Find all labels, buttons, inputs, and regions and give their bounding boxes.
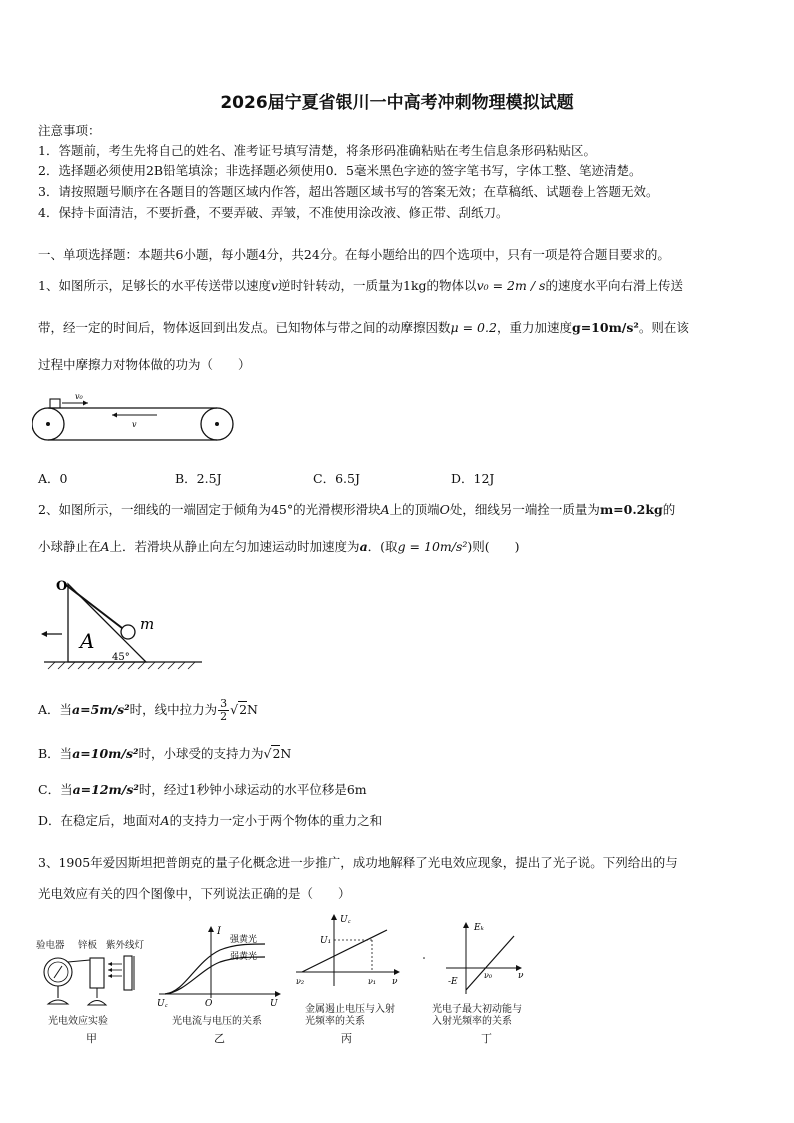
q1-option-b: B．2.5J	[175, 471, 222, 486]
nu-axis-label: ν	[518, 971, 524, 981]
ding-caption-line-1: 光电子最大初动能与	[432, 1004, 522, 1015]
q1-option-c: C．6.5J	[313, 471, 360, 486]
unit: N	[247, 702, 258, 717]
q2-text: )则( )	[467, 539, 520, 554]
q1-v-symbol: v	[270, 278, 279, 293]
wedge-figure	[36, 574, 208, 679]
q2-text: 2、如图所示，一细线的一端固定于倾角为45°的光滑楔形滑块	[38, 502, 381, 517]
q2-A-symbol: A	[380, 502, 390, 517]
q2-text: 上的顶端	[389, 502, 440, 517]
q2-A-symbol: A	[100, 539, 110, 554]
wedge-A-label: A	[80, 629, 95, 653]
q2-option-c-accel: a=12m/s²	[72, 782, 139, 797]
nu-axis-label: ν	[392, 977, 398, 987]
notice-item-4: 4．保持卡面清洁，不要折叠，不要弄破、弄皱，不准使用涂改液、修正带、刮纸刀。	[38, 205, 509, 220]
q1-option-a: A．0	[38, 471, 68, 486]
neg-e-label: -E	[448, 977, 458, 987]
q1-v0-equation: v₀ = 2m / s	[476, 278, 546, 293]
q2-option-d-text: 的支持力一定小于两个物体的重力之和	[169, 813, 383, 828]
acceleration-arrowhead	[41, 631, 47, 637]
q1-text: 的速度水平向右滑上传送	[545, 278, 683, 293]
bing-caption-line-2: 光频率的关系	[305, 1016, 365, 1027]
weak-light-curve	[165, 957, 265, 994]
jia-caption: 光电效应实验	[48, 1016, 108, 1027]
q2-option-d-text: D．在稳定后，地面对	[38, 813, 161, 828]
q2-option-d-A: A	[160, 813, 170, 828]
q2-option-b: B．当a=10m/s²时，小球受的支持力为√2N	[38, 746, 292, 761]
point-O-label: O	[56, 579, 68, 594]
yi-figure-name: 乙	[214, 1032, 225, 1045]
ball	[121, 625, 135, 639]
jia-figure-name: 甲	[86, 1032, 97, 1045]
notice-item-3: 3．请按照题号顺序在各题目的答题区域内作答，超出答题区域书写的答案无效；在草稿纸、试题卷上答题无效。	[38, 184, 659, 199]
nu0-label: ν₀	[484, 971, 493, 980]
block-object	[50, 399, 60, 408]
q3-line-2: 光电效应有关的四个图像中，下列说法正确的是（ ）	[38, 886, 351, 901]
sqrt-radicand: 2	[272, 746, 281, 761]
ek-line	[466, 936, 514, 990]
q2-option-c	[38, 780, 367, 798]
yi-caption: 光电流与电压的关系	[172, 1016, 262, 1027]
mass-m-label: m	[140, 615, 155, 633]
q2-a-symbol: a	[359, 539, 368, 554]
origin-label: O	[205, 999, 213, 1009]
q2-text: 上．若滑块从静止向左匀加速运动时加速度为	[109, 539, 360, 554]
q2-option-a-text: 时，线中拉力为	[129, 702, 218, 717]
uc-axis-label: U꜀	[340, 915, 351, 925]
q2-option-c-text: C．当	[38, 782, 73, 797]
q1-text: 逆时针转动，一质量为1kg的物体以	[278, 278, 477, 293]
i-axis-label: I	[217, 926, 221, 937]
v0-label: v₀	[75, 392, 83, 401]
q2-line-2	[38, 537, 520, 555]
photoelectric-experiment-figure	[38, 950, 148, 1010]
belt-velocity-arrowhead	[112, 413, 117, 418]
weak-light-label: 弱黄光	[230, 952, 258, 962]
q2-text: 处，细线另一端拴一质量为	[449, 502, 600, 517]
nu2-label: ν₂	[296, 977, 305, 986]
q1-line-2	[38, 318, 689, 336]
nu1-label: ν₁	[368, 977, 377, 986]
q2-option-b-text: 时，小球受的支持力为	[138, 746, 264, 761]
electroscope-base	[48, 1000, 68, 1004]
angle-label: 45°	[112, 652, 130, 663]
q1-text: 1、如图所示，足够长的水平传送带以速度	[38, 278, 271, 293]
notice-item-2: 2．选择题必须使用2B铅笔填涂；非选择题必须使用0．5毫米黑色字迹的签字笔书写，字体工整、笔迹清楚。	[38, 163, 642, 178]
string	[66, 585, 122, 628]
jia-label-uv-lamp: 紫外线灯	[106, 940, 145, 951]
q2-g-equation: g = 10m/s²	[397, 539, 468, 554]
section-heading: 一、单项选择题：本题共6小题，每小题4分，共24分。在每小题给出的四个选项中，只有一项是符合题目要求的。	[38, 247, 670, 262]
bing-figure-name: 丙	[341, 1032, 352, 1045]
q2-mass: m=0.2kg	[599, 502, 663, 517]
q1-text: 带，经一定的时间后，物体返回到出发点。已知物体与带之间的动摩擦因数	[38, 320, 451, 335]
bing-caption-line-1: 金属遏止电压与入射	[305, 1004, 395, 1015]
notice-heading: 注意事项：	[38, 123, 101, 138]
ground-hatching	[48, 662, 195, 669]
sqrt-radicand: 2	[239, 702, 248, 717]
u1-label: U₁	[320, 936, 332, 946]
notice-item-1: 1．答题前，考生先将自己的姓名、准考证号填写清楚，将条形码准确粘贴在考生信息条形码粘贴区。	[38, 143, 596, 158]
q1-mu-equation: μ = 0.2	[450, 320, 497, 335]
conveyor-belt-figure	[32, 388, 242, 448]
q2-option-a: A．当a=5m/s²时，线中拉力为 $\frac{3}{2}$ √2N	[38, 697, 258, 723]
strong-light-label: 强黄光	[230, 935, 258, 945]
stray-mark	[423, 957, 425, 959]
q1-text: 。则在该	[638, 320, 689, 335]
q2-option-d	[38, 811, 382, 829]
u-axis-label: U	[270, 999, 278, 1009]
q2-line-1	[38, 500, 675, 518]
q1-line-1	[38, 276, 683, 294]
connecting-wire	[68, 960, 90, 962]
q1-text: ，重力加速度	[496, 320, 572, 335]
uc-label: U꜀	[157, 999, 168, 1009]
jia-label-zinc-plate: 锌板	[78, 940, 98, 951]
fraction-numerator: 3	[220, 697, 228, 710]
stopping-voltage-graph	[292, 910, 404, 998]
ek-axis-label: Eₖ	[474, 923, 484, 933]
q2-text: ．(取	[367, 539, 398, 554]
zinc-plate	[90, 958, 104, 988]
q2-option-b-text: B．当	[38, 746, 73, 761]
q2-option-a-accel: a=5m/s²	[72, 702, 130, 717]
fraction	[218, 698, 229, 723]
q2-O-symbol: O	[439, 502, 450, 517]
stopping-voltage-line	[302, 930, 387, 972]
zinc-base	[88, 1001, 106, 1006]
q2-text: 的	[662, 502, 676, 517]
q2-option-b-accel: a=10m/s²	[72, 746, 139, 761]
q3-line-1: 3、1905年爱因斯坦把普朗克的量子化概念进一步推广，成功地解释了光电效应现象，提出了光子说。下列给出的与	[38, 855, 678, 870]
page-title: 2026届宁夏省银川一中高考冲刺物理模拟试题	[220, 93, 574, 113]
kinetic-energy-graph	[422, 918, 532, 998]
belt-v-label: v	[132, 420, 137, 429]
jia-label-electroscope: 验电器	[36, 940, 65, 951]
left-pulley-axle	[46, 422, 50, 426]
fraction-denominator: 2	[220, 710, 228, 723]
right-pulley-axle	[215, 422, 219, 426]
current-voltage-graph	[155, 922, 285, 1010]
q1-line-3: 过程中摩擦力对物体做的功为（ ）	[38, 357, 251, 372]
electroscope-leaf	[54, 966, 62, 978]
v0-arrowhead	[83, 401, 88, 406]
ding-figure-name: 丁	[481, 1032, 492, 1045]
q2-option-c-text: 时，经过1秒钟小球运动的水平位移是6m	[138, 782, 367, 797]
q1-option-d: D．12J	[451, 471, 495, 486]
q2-option-a-text: A．当	[38, 702, 73, 717]
unit: N	[280, 746, 292, 761]
q1-g-value: g=10m/s²	[571, 320, 639, 335]
q2-text: 小球静止在	[38, 539, 101, 554]
uv-lamp	[124, 956, 132, 990]
ding-caption-line-2: 入射光频率的关系	[432, 1016, 512, 1027]
